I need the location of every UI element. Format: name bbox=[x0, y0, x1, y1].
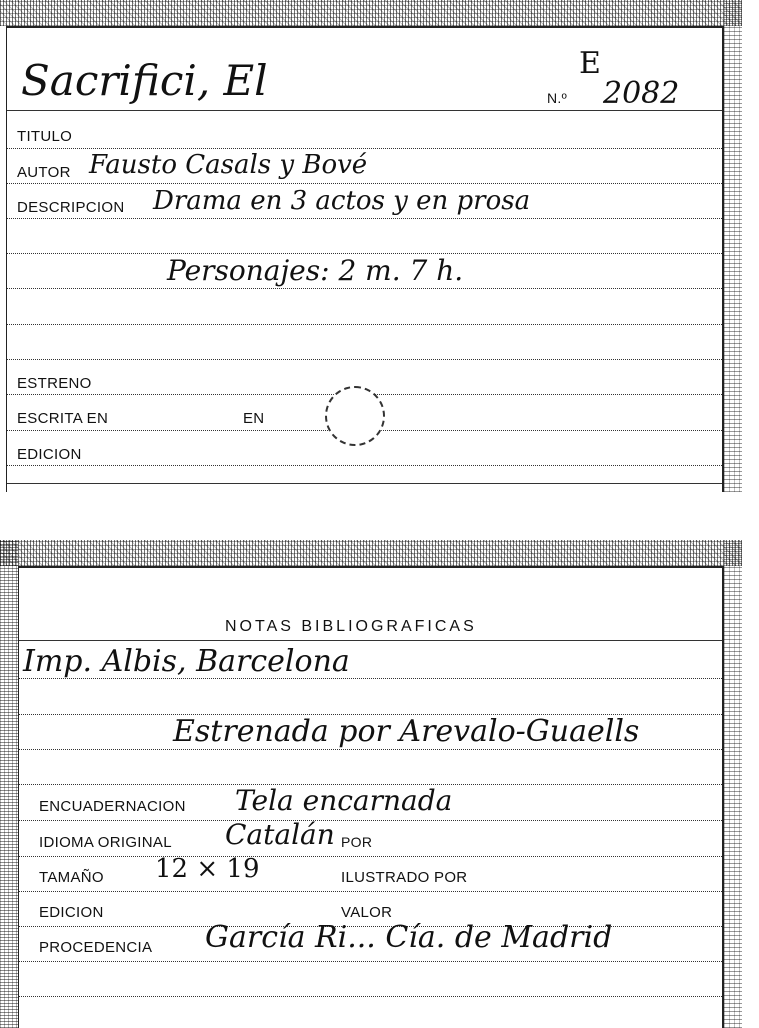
idioma-value: Catalán bbox=[225, 818, 335, 851]
estreno-label: ESTRENO bbox=[17, 375, 92, 392]
speckled-border-top bbox=[0, 0, 742, 26]
encuadernacion-label: ENCUADERNACION bbox=[39, 798, 186, 815]
rule-line bbox=[7, 183, 722, 184]
speckled-border-right bbox=[724, 540, 742, 1028]
rule-line bbox=[19, 856, 722, 857]
autor-label: AUTOR bbox=[17, 164, 71, 181]
descripcion-label: DESCRIPCION bbox=[17, 199, 125, 216]
valor-label: VALOR bbox=[341, 904, 393, 921]
speckled-border-left bbox=[0, 540, 18, 1028]
titulo-label: TITULO bbox=[17, 128, 73, 145]
rule-line bbox=[7, 148, 722, 149]
rule-line bbox=[19, 749, 722, 750]
rule-line bbox=[7, 324, 722, 325]
handwritten-title: Sacrifici, El bbox=[21, 56, 268, 105]
en-label: EN bbox=[243, 410, 265, 427]
number-label: N.º bbox=[547, 90, 568, 106]
tamano-value: 12 × 19 bbox=[155, 854, 260, 884]
autor-value: Fausto Casals y Bové bbox=[89, 150, 368, 180]
edicion-label: EDICION bbox=[39, 904, 104, 921]
rule-line bbox=[7, 465, 722, 466]
rule-line bbox=[7, 218, 722, 219]
number-series: E bbox=[579, 46, 601, 81]
procedencia-value: García Ri... Cía. de Madrid bbox=[205, 920, 613, 955]
descripcion-value: Drama en 3 actos y en prosa bbox=[153, 186, 531, 216]
idioma-label: IDIOMA ORIGINAL bbox=[39, 834, 172, 851]
catalog-card-front bbox=[0, 0, 742, 492]
note-line-1: Imp. Albis, Barcelona bbox=[23, 644, 350, 679]
rule-line bbox=[19, 996, 722, 997]
ilustrado-label: ILUSTRADO POR bbox=[341, 869, 468, 886]
procedencia-label: PROCEDENCIA bbox=[39, 939, 153, 956]
notas-heading: NOTAS BIBLIOGRAFICAS bbox=[225, 618, 477, 635]
catalog-number: 2082 bbox=[603, 76, 680, 111]
note-line-2: Estrenada por Arevalo-Guaells bbox=[173, 714, 640, 749]
escrita-en-label: ESCRITA EN bbox=[17, 410, 109, 427]
encuadernacion-value: Tela encarnada bbox=[235, 784, 453, 817]
rule-line bbox=[19, 640, 722, 641]
rule-line bbox=[19, 961, 722, 962]
speckled-border-top bbox=[0, 540, 742, 566]
rule-line bbox=[7, 359, 722, 360]
card-back-body bbox=[18, 566, 724, 1028]
catalog-card-back bbox=[0, 540, 742, 1028]
rule-line bbox=[19, 891, 722, 892]
tamano-label: TAMAÑO bbox=[39, 869, 104, 886]
rule-line bbox=[7, 483, 722, 484]
edicion-label: EDICION bbox=[17, 446, 82, 463]
stamp-circle-icon bbox=[325, 386, 385, 446]
personajes-value: Personajes: 2 m. 7 h. bbox=[167, 254, 464, 287]
speckled-border-right bbox=[724, 0, 742, 492]
card-front-body bbox=[6, 26, 724, 492]
rule-line bbox=[7, 288, 722, 289]
por-label: POR bbox=[341, 834, 373, 850]
rule-line bbox=[19, 820, 722, 821]
